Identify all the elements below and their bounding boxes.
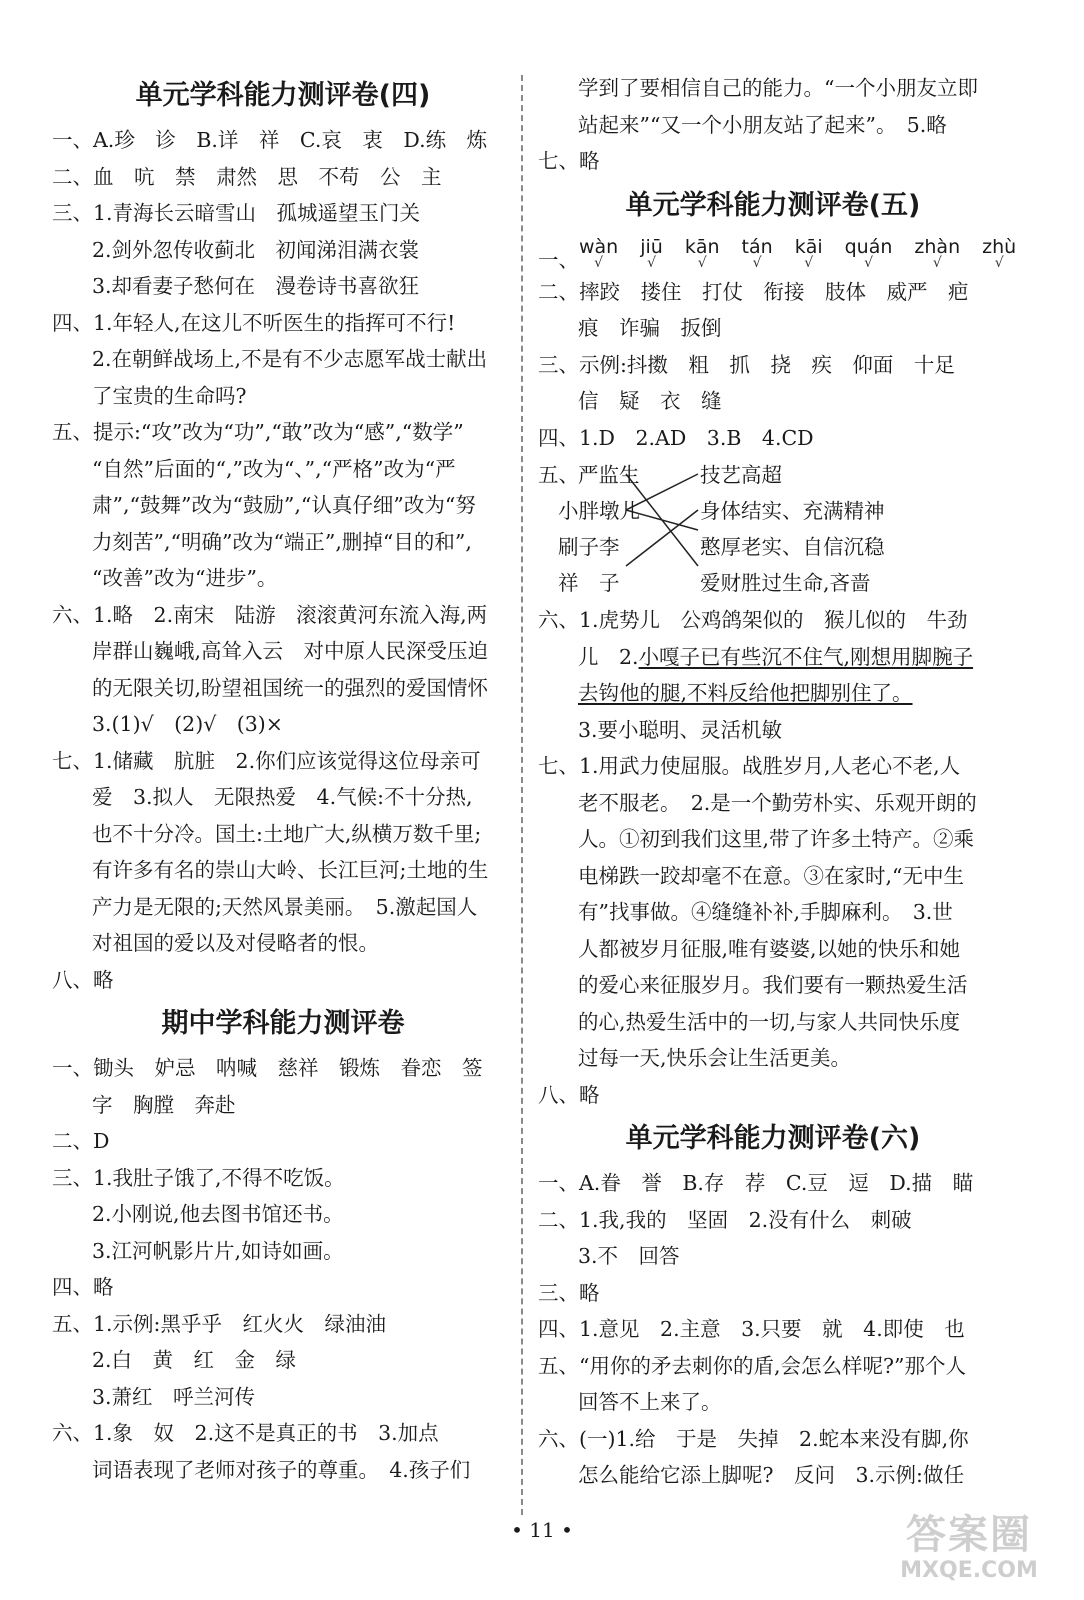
unit5-q1-prefix: 一、 [538, 247, 579, 272]
unit6-q2-3: 3.不 回答 [578, 1244, 680, 1268]
unit4-q7: 七、1.储藏 肮脏 2.你们应该觉得这位母亲可 [52, 748, 481, 773]
prev-cont-1: 学到了要相信自己的能力。“一个小朋友立即 [578, 76, 978, 100]
unit4-q7-cont1: 爱 3.拟人 无限热爱 4.气候:不十分热, [92, 785, 473, 809]
unit5-q7-cont1: 老不服老。 2.是一个勤劳朴实、乐观开朗的 [578, 790, 977, 815]
unit5-q3-cont: 信 疑 衣 缝 [578, 389, 722, 413]
watermark-top: 答案圈 [906, 1512, 1032, 1558]
pinyin-text: quán [844, 235, 893, 258]
pinyin-item [741, 232, 773, 271]
unit4-q7-cont3: 有许多有名的崇山大岭、长江巨河;土地的生 [92, 858, 489, 882]
pinyin-text: tán [741, 235, 773, 258]
unit6-q2: 二、1.我,我的 坚固 2.没有什么 刺破 [538, 1207, 912, 1232]
unit6-title: 单元学科能力测评卷(六) [625, 1123, 921, 1154]
unit6-q5-cont: 回答不上来了。 [578, 1390, 722, 1414]
unit6-q3: 三、略 [538, 1280, 600, 1305]
unit4-q2: 二、血 吭 禁 肃然 思 不苟 公 主 [52, 164, 442, 189]
unit5-q7-cont2: 人。①初到我们这里,带了许多土特产。②乘 [578, 827, 975, 851]
unit6-q1: 一、A.眷 誉 B.存 荐 C.豆 逗 D.描 瞄 [538, 1171, 974, 1195]
unit5-q2: 二、摔跤 搂住 打仗 衔接 肢体 威严 疤 [538, 279, 969, 304]
check-icon: √ [994, 254, 1004, 271]
unit4-q7-cont4: 产力是无限的;天然风景美丽。 5.激起国人 [92, 894, 478, 919]
unit4-q3-2: 2.剑外忽传收蓟北 初闻涕泪满衣裳 [92, 237, 420, 262]
unit6-q6-cont: 怎么能给它添上脚呢? 反问 3.示例:做任 [578, 1463, 964, 1487]
match-right-4: 爱财胜过生命,吝啬 [700, 571, 871, 595]
midterm-q1: 一、锄头 妒忌 呐喊 慈祥 锻炼 眷恋 签 [52, 1056, 483, 1080]
pinyin-item [579, 232, 619, 271]
unit5-q7-cont8: 过每一天,快乐会让生活更美。 [578, 1046, 852, 1070]
midterm-q5: 五、1.示例:黑乎乎 红火火 绿油油 [52, 1311, 386, 1336]
check-icon: √ [752, 254, 762, 271]
unit4-q6-3: 3.(1)√ (2)√ (3)× [92, 712, 283, 736]
midterm-q5-2: 2.白 黄 红 金 绿 [92, 1348, 297, 1372]
column-divider [521, 75, 523, 1515]
midterm-q3-3: 3.江河帆影片片,如诗如画。 [92, 1238, 344, 1263]
right-column [538, 70, 1017, 1494]
pinyin-text: zhàn [914, 235, 961, 258]
match-left-1: 严监生 [578, 463, 640, 487]
unit6-q4: 四、1.意见 2.主意 3.只要 就 4.即使 也 [538, 1317, 965, 1341]
prev-cont-2: 站起来”“又一个小朋友站了起来”。 5.略 [578, 112, 947, 137]
pinyin-text: zhù [982, 235, 1017, 258]
match-left-2: 小胖墩儿 [558, 499, 640, 523]
match-left-3: 刷子李 [558, 535, 620, 559]
unit5-q6: 六、1.虎势儿 公鸡鸽架似的 猴儿似的 牛劲 [538, 608, 968, 632]
unit4-q8: 八、略 [52, 967, 114, 992]
check-icon: √ [804, 254, 814, 271]
midterm-title: 期中学科能力测评卷 [161, 1008, 405, 1039]
unit4-q7-cont2: 也不十分冷。国土:土地广大,纵横万数千里; [92, 821, 482, 846]
match-right-1: 技艺高超 [700, 463, 782, 487]
watermark-bottom: MXQE.COM [900, 1558, 1038, 1583]
midterm-q1-cont: 字 胸膛 奔赴 [92, 1092, 236, 1117]
unit4-q6: 六、1.略 2.南宋 陆游 滚滚黄河东流入海,两 [52, 602, 488, 627]
unit4-q5-cont3: 力刻苦”,“明确”改为“端正”,删掉“目的和”, [92, 529, 472, 554]
unit5-q4: 四、1.D 2.AD 3.B 4.CD [538, 425, 814, 450]
pinyin-item [844, 232, 893, 271]
check-icon: √ [932, 254, 942, 271]
midterm-q3: 三、1.我肚子饿了,不得不吃饭。 [52, 1165, 345, 1190]
unit4-title: 单元学科能力测评卷(四) [135, 80, 431, 111]
unit5-q6-2-lead: 儿 2. [578, 644, 639, 669]
unit4-q5-cont4: “改善”改为“进步”。 [92, 566, 278, 590]
unit4-q5: 五、提示:“攻”改为“功”,“敢”改为“感”,“数学” [52, 420, 464, 444]
check-icon: √ [594, 254, 604, 271]
pinyin-text: wàn [579, 235, 619, 258]
unit5-q5-matching [538, 456, 1008, 602]
pinyin-text: kān [684, 235, 720, 258]
unit5-q7-cont5: 人都被岁月征服,唯有婆婆,以她的快乐和她 [578, 936, 961, 961]
match-prefix: 五、 [538, 463, 579, 487]
unit5-q7-cont7: 的心,热爱生活中的一切,与家人共同快乐度 [578, 1009, 961, 1034]
pinyin-item [794, 232, 823, 271]
midterm-q4: 四、略 [52, 1275, 114, 1299]
unit5-q7-cont6: 的爱心来征服岁月。我们要有一颗热爱生活 [578, 973, 968, 997]
pinyin-item [914, 232, 961, 271]
midterm-q2: 二、D [52, 1129, 110, 1153]
left-column [52, 70, 514, 1488]
pinyin-item [684, 232, 720, 271]
unit5-q6-3: 3.要小聪明、灵活机敏 [578, 717, 783, 742]
pinyin-text: kāi [794, 235, 823, 258]
unit6-q6: 六、(一)1.给 于是 失掉 2.蛇本来没有脚,你 [538, 1426, 969, 1451]
prev-q7: 七、略 [538, 149, 600, 173]
unit4-q5-cont1: “自然”后面的“,”改为“、”,“严格”改为“严 [92, 456, 456, 481]
unit5-q7-cont4: 有”找事做。④缝缝补补,手脚麻利。 3.世 [578, 900, 953, 924]
unit4-q6-cont1: 岸群山巍峨,高耸入云 对中原人民深受压迫 [92, 639, 489, 663]
unit5-title: 单元学科能力测评卷(五) [625, 189, 921, 221]
unit4-q3: 三、1.青海长云暗雪山 孤城遥望玉门关 [52, 201, 421, 225]
midterm-q6-cont: 词语表现了老师对孩子的尊重。 4.孩子们 [92, 1457, 471, 1482]
unit4-q4-2: 2.在朝鲜战场上,不是有不少志愿军战士献出 [92, 347, 488, 371]
unit4-q4-2-cont: 了宝贵的生命吗? [92, 383, 247, 408]
pinyin-item [982, 232, 1017, 271]
unit5-q6-2-underlined-cont: 去钩他的腿,不料反给他把脚别住了。 [578, 681, 913, 705]
unit5-q2-cont: 痕 诈骗 扳倒 [578, 316, 722, 340]
check-icon: √ [697, 254, 707, 271]
pinyin-row [579, 235, 1038, 272]
unit4-q3-3: 3.却看妻子愁何在 漫卷诗书喜欲狂 [92, 274, 420, 298]
check-icon: √ [864, 254, 873, 271]
midterm-q6: 六、1.象 奴 2.这不是真正的书 3.加点 [52, 1421, 439, 1445]
unit4-q5-cont2: 肃”,“鼓舞”改为“鼓励”,“认真仔细”改为“努 [92, 493, 476, 517]
unit5-q7: 七、1.用武力使屈服。战胜岁月,人老心不老,人 [538, 754, 961, 778]
unit4-q7-cont5: 对祖国的爱以及对侵略者的恨。 [92, 931, 379, 955]
match-left-4: 祥 子 [558, 571, 620, 595]
unit5-q3: 三、示例:抖擞 粗 抓 挠 疾 仰面 十足 [538, 352, 955, 377]
unit5-q7-cont3: 电梯跌一跤却毫不在意。③在家时,“无中生 [578, 863, 964, 888]
unit5-q8: 八、略 [538, 1082, 600, 1107]
unit6-q5: 五、“用你的矛去刺你的盾,会怎么样呢?”那个人 [538, 1353, 966, 1378]
unit4-q6-cont2: 的无限关切,盼望祖国统一的强烈的爱国情怀 [92, 675, 489, 700]
pinyin-item [640, 232, 663, 271]
watermark-logo [874, 1512, 1064, 1590]
unit5-q6-2-underlined: 小嘎子已有些沉不住气,刚想用脚腕子 [638, 644, 974, 669]
unit5-q6-2-cont [538, 675, 1008, 712]
unit5-q1 [538, 232, 1017, 274]
page-number: • 11 • [511, 1518, 573, 1542]
midterm-q3-2: 2.小刚说,他去图书馆还书。 [92, 1202, 344, 1226]
match-right-2: 身体结实、充满精神 [700, 499, 885, 523]
unit4-q1: 一、A.珍 诊 B.详 祥 C.哀 衷 D.练 炼 [52, 128, 488, 152]
match-right-3: 憨厚老实、自信沉稳 [700, 535, 885, 559]
check-icon: √ [647, 254, 656, 271]
unit4-q4: 四、1.年轻人,在这儿不听医生的指挥可不行! [52, 310, 456, 335]
midterm-q5-3: 3.萧红 呼兰河传 [92, 1384, 256, 1409]
pinyin-text: jiū [640, 235, 663, 258]
unit5-q6-2 [538, 639, 1008, 676]
